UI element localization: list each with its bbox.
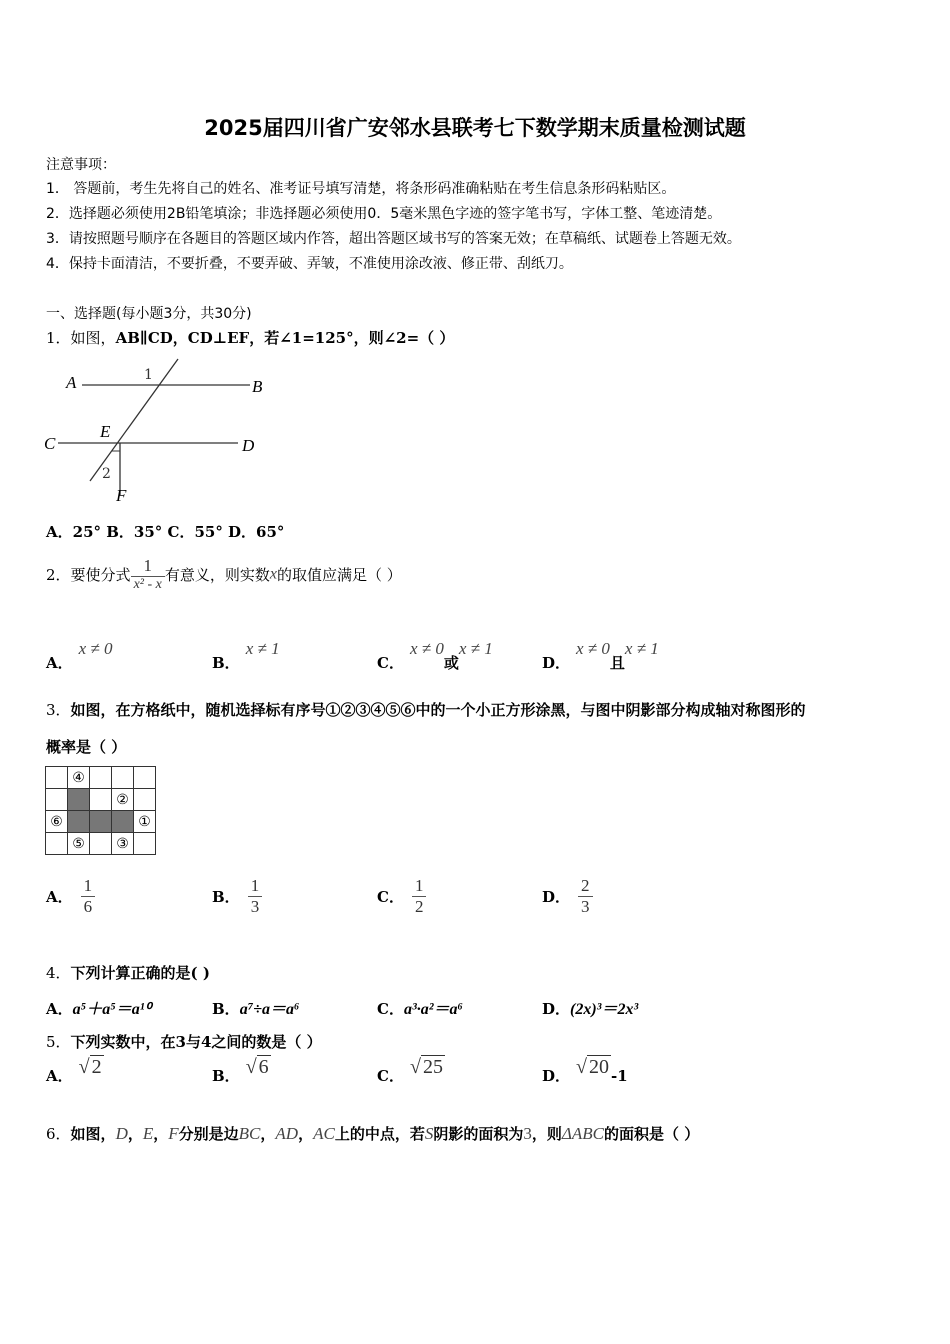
grid-cell-5: ⑤	[68, 833, 90, 855]
option-expr: a³·a²＝a⁶	[403, 1001, 464, 1018]
fraction-denominator: 3	[578, 896, 593, 917]
grid-cell	[46, 789, 68, 811]
q6-text: ，	[153, 1125, 169, 1143]
q5-option-c	[377, 1056, 445, 1087]
q6-var: D	[115, 1124, 128, 1143]
option-expr: a⁵＋a⁵＝a¹⁰	[72, 1001, 151, 1018]
q2-option-b	[212, 638, 280, 672]
question-number: 6．	[46, 1125, 71, 1143]
q6-var: ΔABC	[561, 1124, 604, 1143]
q6-text: ，	[298, 1125, 314, 1143]
q2-option-a	[46, 638, 113, 672]
line-transversal	[90, 359, 178, 481]
question-2-stem	[46, 556, 402, 593]
label-d: D	[242, 436, 255, 455]
section-heading: 一、选择题(每小题3分，共30分)	[46, 306, 252, 322]
option-expr: (2x)³＝2x³	[570, 1001, 639, 1018]
q6-var: F	[168, 1124, 179, 1143]
option-label: B．	[212, 888, 240, 906]
question-6-stem	[46, 1123, 699, 1144]
option-join: 且	[609, 654, 625, 672]
fraction-denominator: 6	[81, 896, 96, 917]
option-label: C．	[377, 1067, 404, 1085]
label-e: E	[100, 422, 111, 441]
fraction-numerator: 1	[143, 556, 152, 575]
q6-text: ，则	[531, 1125, 562, 1143]
q4-option-d	[542, 996, 638, 1019]
q5-option-b	[212, 1056, 271, 1087]
grid-cell	[112, 767, 134, 789]
option-join: 或	[443, 654, 459, 672]
grid-cell-4: ④	[68, 767, 90, 789]
question-number: 3．	[46, 701, 71, 719]
grid-cell	[46, 833, 68, 855]
option-label: C．	[377, 654, 404, 672]
fraction-numerator: 1	[83, 876, 93, 895]
label-angle-1: 1	[144, 367, 153, 383]
q6-var: S	[424, 1124, 434, 1143]
grid-cell	[90, 767, 112, 789]
q2-fraction	[131, 556, 165, 593]
fraction-numerator: 2	[581, 876, 590, 895]
option-expr: a⁷÷a＝a⁶	[239, 1001, 300, 1018]
option-sqrt: √ 2	[78, 1056, 102, 1078]
question-number: 2．	[46, 566, 71, 584]
q6-text: ，	[127, 1125, 143, 1143]
note-item: 1． 答题前，考生先将自己的姓名、准考证号填写清楚，将条形码准确粘贴在考生信息条形码粘贴区。	[46, 181, 676, 197]
label-angle-2: 2	[102, 466, 111, 482]
grid-cell	[134, 833, 156, 855]
fraction-denominator: 3	[248, 896, 263, 917]
radicand: 6	[258, 1056, 269, 1078]
q1-figure	[40, 355, 270, 510]
question-1-stem	[46, 327, 454, 348]
option-sqrt: √ 25	[409, 1056, 443, 1078]
grid-cell	[46, 767, 68, 789]
option-label: A．	[46, 888, 73, 906]
q1-stem-b: AB∥CD，CD⊥EF，	[115, 329, 265, 347]
q2-variable: x	[269, 565, 277, 583]
note-item: 2．选择题必须使用2B铅笔填涂；非选择题必须使用0．5毫米黑色字迹的签字笔书写，字体工整、笔迹清楚。	[46, 206, 722, 222]
q2-stem-c: 的取值应满足（ ）	[276, 566, 402, 584]
option-label: B．	[212, 654, 240, 672]
q2-stem-b: 有意义，则实数	[164, 566, 270, 584]
q6-text: 分别是边	[178, 1125, 239, 1143]
q1-stem-a: 如图，	[70, 329, 116, 347]
grid-cell-shaded	[90, 811, 112, 833]
option-label: B．	[212, 1067, 240, 1085]
q6-var: E	[142, 1124, 154, 1143]
q6-var: BC	[238, 1124, 261, 1143]
grid-cell	[90, 789, 112, 811]
q6-var: AD	[275, 1124, 299, 1143]
grid-cell	[134, 767, 156, 789]
q3-option-d	[542, 876, 593, 917]
option-label: C．	[377, 1000, 404, 1018]
q3-option-a	[46, 876, 95, 917]
q2-stem-a: 要使分式	[70, 566, 131, 584]
question-number: 1．	[46, 329, 71, 347]
q2-option-d	[542, 638, 659, 672]
option-expr-2: x ≠ 1	[458, 639, 493, 658]
option-label: D．	[542, 1000, 571, 1018]
fraction-denominator: x² - x	[131, 576, 165, 593]
grid-cell-3: ③	[112, 833, 134, 855]
option-expr: x ≠ 0	[409, 639, 444, 658]
label-c: C	[44, 434, 56, 453]
q4-option-a	[46, 996, 151, 1019]
q6-var: AC	[313, 1124, 335, 1143]
grid-cell	[90, 833, 112, 855]
option-fraction	[578, 876, 593, 917]
option-expr: x ≠ 0	[78, 639, 113, 658]
fraction-denominator: 2	[412, 896, 427, 917]
option-label: D．	[542, 654, 571, 672]
q6-text: 如图，	[70, 1125, 116, 1143]
q2-option-c	[377, 638, 493, 672]
option-label: D．	[542, 1067, 571, 1085]
radicand: 2	[91, 1056, 102, 1078]
radicand: 20	[589, 1056, 609, 1078]
grid-cell	[134, 789, 156, 811]
q4-option-b	[212, 996, 300, 1019]
option-label: A．	[46, 654, 73, 672]
q3-stem-line1: 如图，在方格纸中，随机选择标有序号①②③④⑤⑥中的一个小正方形涂黑，与图中阴影部分构成轴对称图形的	[70, 701, 806, 719]
radicand: 25	[422, 1056, 443, 1078]
option-label: B．	[212, 1000, 240, 1018]
grid-cell-1: ①	[134, 811, 156, 833]
notes-heading: 注意事项：	[46, 157, 116, 173]
option-label: C．	[377, 888, 404, 906]
option-label: A．	[46, 1000, 73, 1018]
label-f: F	[116, 486, 127, 505]
page-title: 2025届四川省广安邻水县联考七下数学期末质量检测试题	[204, 116, 746, 140]
grid-cell-shaded	[112, 811, 134, 833]
q6-text: 阴影的面积为	[433, 1125, 524, 1143]
option-fraction	[412, 876, 427, 917]
q6-text: ，	[260, 1125, 276, 1143]
q6-var: 3	[523, 1124, 532, 1143]
question-3-stem	[46, 699, 806, 720]
grid-cell-shaded	[68, 811, 90, 833]
q1-stem-c: 若∠1=125°，则∠2=（ ）	[264, 329, 455, 347]
q4-option-c	[377, 996, 463, 1019]
option-fraction	[81, 876, 96, 917]
label-a: A	[66, 373, 77, 392]
grid-cell-6: ⑥	[46, 811, 68, 833]
note-item: 4．保持卡面清洁，不要折叠，不要弄破、弄皱，不准使用涂改液、修正带、刮纸刀。	[46, 256, 573, 272]
q4-stem: 下列计算正确的是( )	[70, 964, 210, 982]
grid-cell-2: ②	[112, 789, 134, 811]
option-sqrt: √ 6	[245, 1056, 269, 1078]
question-number: 4．	[46, 964, 71, 982]
option-expr-2: x ≠ 1	[624, 639, 659, 658]
label-b: B	[252, 377, 263, 396]
option-fraction	[248, 876, 263, 917]
q5-option-d	[542, 1056, 628, 1087]
q6-text: 上的中点，若	[334, 1125, 425, 1143]
option-tail: -1	[611, 1067, 628, 1085]
q3-stem-line2: 概率是（ ）	[46, 738, 127, 756]
q5-option-a	[46, 1056, 104, 1087]
option-sqrt: √ 20	[576, 1056, 609, 1078]
question-number: 5．	[46, 1033, 71, 1051]
fraction-numerator: 1	[414, 876, 424, 895]
q1-options: A．25° B．35° C．55° D．65°	[46, 523, 285, 541]
option-expr: x ≠ 0	[576, 639, 610, 658]
option-label: D．	[542, 888, 571, 906]
question-5-stem	[46, 1031, 322, 1052]
q3-option-c	[377, 876, 426, 917]
question-4-stem	[46, 962, 210, 983]
q3-grid	[45, 766, 156, 855]
q3-option-b	[212, 876, 262, 917]
option-label: A．	[46, 1067, 73, 1085]
grid-cell-shaded	[68, 789, 90, 811]
note-item: 3．请按照题号顺序在各题目的答题区域内作答，超出答题区域书写的答案无效；在草稿纸、试题卷上答题无效。	[46, 231, 741, 247]
option-expr: x ≠ 1	[245, 639, 280, 658]
fraction-numerator: 1	[250, 876, 260, 895]
q5-stem: 下列实数中，在3与4之间的数是（ ）	[70, 1033, 322, 1051]
q6-text: 的面积是（ ）	[603, 1125, 700, 1143]
